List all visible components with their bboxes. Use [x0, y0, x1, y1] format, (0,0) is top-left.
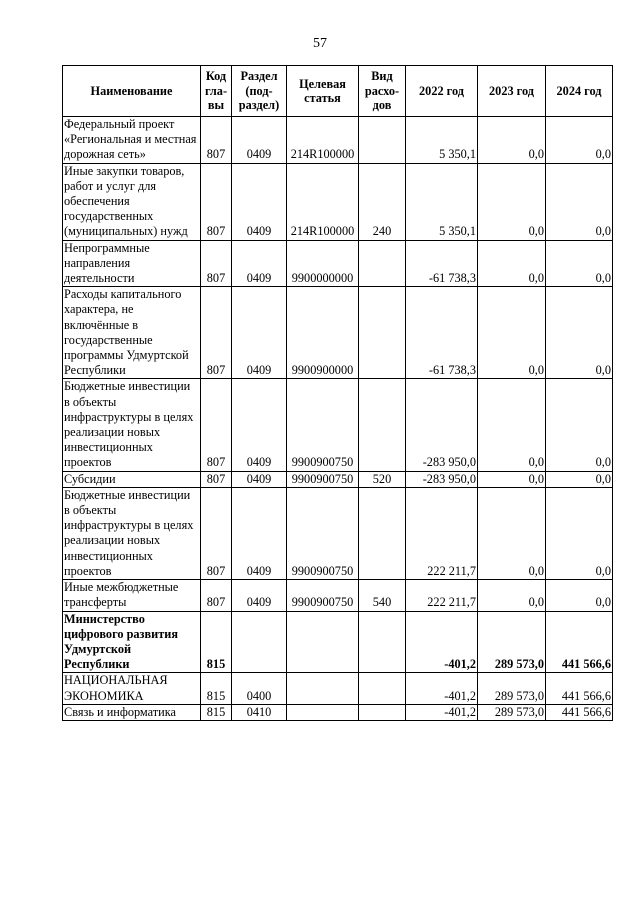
cell-article: 214R100000: [287, 163, 359, 240]
cell-code: 815: [201, 704, 232, 720]
cell-2023: 0,0: [478, 117, 546, 164]
cell-name: Бюджетные инвестиции в объекты инфраструктуры в целях реализации новых инвестиционных проектов: [63, 379, 201, 471]
cell-name: Министерство цифрового развития Удмуртской Республики: [63, 611, 201, 673]
cell-2023: 0,0: [478, 471, 546, 487]
cell-2024: 0,0: [546, 580, 613, 611]
cell-2024: 441 566,6: [546, 611, 613, 673]
cell-code: 807: [201, 471, 232, 487]
cell-article: 214R100000: [287, 117, 359, 164]
cell-type: 520: [359, 471, 406, 487]
table-row: [63, 163, 613, 240]
cell-type: [359, 117, 406, 164]
cell-article: 9900900750: [287, 471, 359, 487]
cell-type: 540: [359, 580, 406, 611]
cell-name: Иные межбюджетные трансферты: [63, 580, 201, 611]
cell-2022: -401,2: [406, 611, 478, 673]
cell-section: 0409: [232, 287, 287, 379]
cell-2023: 289 573,0: [478, 704, 546, 720]
cell-name: Бюджетные инвестиции в объекты инфраструктуры в целях реализации новых инвестиционных проектов: [63, 487, 201, 579]
cell-section: 0409: [232, 471, 287, 487]
cell-code: 807: [201, 240, 232, 287]
cell-name: Связь и информатика: [63, 704, 201, 720]
cell-2023: 0,0: [478, 240, 546, 287]
cell-section: [232, 611, 287, 673]
cell-name: Федеральный проект «Региональная и местная дорожная сеть»: [63, 117, 201, 164]
header-chapter-code: Код гла-вы: [201, 66, 232, 117]
cell-2023: 289 573,0: [478, 611, 546, 673]
budget-table: [62, 65, 613, 721]
table-row: [63, 240, 613, 287]
cell-name: Субсидии: [63, 471, 201, 487]
table-row: [63, 287, 613, 379]
cell-code: 807: [201, 163, 232, 240]
cell-type: [359, 379, 406, 471]
cell-code: 815: [201, 611, 232, 673]
cell-code: 815: [201, 673, 232, 704]
cell-2023: 0,0: [478, 379, 546, 471]
cell-section: 0409: [232, 379, 287, 471]
cell-article: [287, 704, 359, 720]
table-row: [63, 580, 613, 611]
cell-type: [359, 240, 406, 287]
cell-2024: 0,0: [546, 471, 613, 487]
cell-code: 807: [201, 287, 232, 379]
header-2022: 2022 год: [406, 66, 478, 117]
cell-article: 9900900000: [287, 287, 359, 379]
header-2024: 2024 год: [546, 66, 613, 117]
cell-2022: -61 738,3: [406, 240, 478, 287]
cell-2024: 0,0: [546, 379, 613, 471]
cell-type: [359, 487, 406, 579]
cell-name: Непрограммные направления деятельности: [63, 240, 201, 287]
cell-type: [359, 611, 406, 673]
table-row: [63, 471, 613, 487]
cell-2024: 0,0: [546, 487, 613, 579]
cell-2022: -401,2: [406, 673, 478, 704]
cell-article: 9900900750: [287, 487, 359, 579]
cell-2024: 0,0: [546, 163, 613, 240]
cell-2023: 0,0: [478, 163, 546, 240]
cell-2022: 5 350,1: [406, 117, 478, 164]
cell-2022: -283 950,0: [406, 471, 478, 487]
cell-article: 9900000000: [287, 240, 359, 287]
cell-2022: 222 211,7: [406, 487, 478, 579]
header-section: Раздел (под-раздел): [232, 66, 287, 117]
cell-2023: 0,0: [478, 487, 546, 579]
cell-article: [287, 673, 359, 704]
cell-section: 0409: [232, 240, 287, 287]
cell-section: 0400: [232, 673, 287, 704]
cell-2024: 0,0: [546, 287, 613, 379]
cell-section: 0409: [232, 117, 287, 164]
cell-2023: 289 573,0: [478, 673, 546, 704]
cell-2022: -283 950,0: [406, 379, 478, 471]
cell-code: 807: [201, 117, 232, 164]
header-target-article: Целевая статья: [287, 66, 359, 117]
cell-section: 0410: [232, 704, 287, 720]
cell-type: [359, 287, 406, 379]
cell-2023: 0,0: [478, 580, 546, 611]
table-row: [63, 117, 613, 164]
cell-2024: 0,0: [546, 240, 613, 287]
page-number: 57: [313, 36, 327, 51]
cell-article: 9900900750: [287, 580, 359, 611]
cell-2022: 222 211,7: [406, 580, 478, 611]
cell-section: 0409: [232, 163, 287, 240]
cell-name: Расходы капитального характера, не включённые в государственные программы Удмуртской Республики: [63, 287, 201, 379]
table-row: [63, 611, 613, 673]
header-2023: 2023 год: [478, 66, 546, 117]
table-header: [63, 66, 613, 117]
cell-2023: 0,0: [478, 287, 546, 379]
cell-2024: 0,0: [546, 117, 613, 164]
table-row: [63, 704, 613, 720]
cell-section: 0409: [232, 487, 287, 579]
cell-type: [359, 673, 406, 704]
header-name: Наименование: [63, 66, 201, 117]
header-expense-type: Вид расхо-дов: [359, 66, 406, 117]
cell-2022: -61 738,3: [406, 287, 478, 379]
cell-2022: -401,2: [406, 704, 478, 720]
cell-name: Иные закупки товаров, работ и услуг для обеспечения государственных (муниципальных) нужд: [63, 163, 201, 240]
table-row: [63, 379, 613, 471]
table-row: [63, 487, 613, 579]
cell-name: НАЦИОНАЛЬНАЯ ЭКОНОМИКА: [63, 673, 201, 704]
cell-type: 240: [359, 163, 406, 240]
cell-2022: 5 350,1: [406, 163, 478, 240]
cell-section: 0409: [232, 580, 287, 611]
cell-code: 807: [201, 379, 232, 471]
cell-2024: 441 566,6: [546, 704, 613, 720]
table-body: [63, 117, 613, 721]
cell-2024: 441 566,6: [546, 673, 613, 704]
cell-article: 9900900750: [287, 379, 359, 471]
cell-code: 807: [201, 580, 232, 611]
cell-article: [287, 611, 359, 673]
cell-code: 807: [201, 487, 232, 579]
table-row: [63, 673, 613, 704]
cell-type: [359, 704, 406, 720]
